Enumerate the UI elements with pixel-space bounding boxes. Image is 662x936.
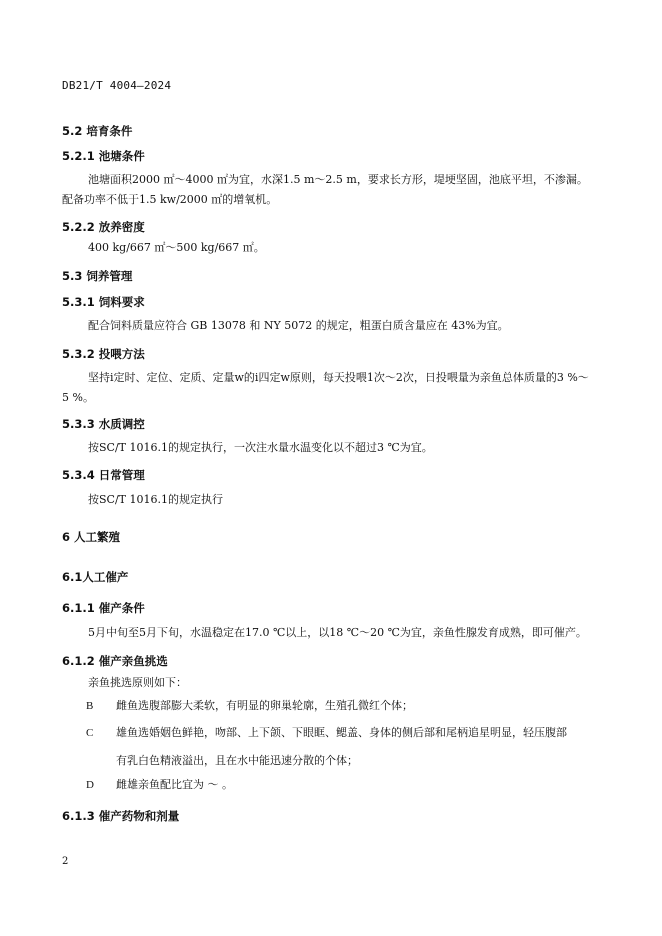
heading-5-3-4: 5.3.4 日常管理: [62, 468, 145, 482]
heading-6-1: 6.1人工催产: [62, 570, 129, 584]
heading-5-2-1: 5.2.1 池塘条件: [62, 149, 145, 163]
heading-6: 6 人工繁殖: [62, 530, 121, 544]
heading-5-3-1: 5.3.1 饲料要求: [62, 295, 145, 309]
list-item-label: D: [86, 779, 94, 791]
paragraph-5-2-2: [62, 238, 602, 258]
paragraph-line: 400 kg/667 ㎡～500 kg/667 ㎡。: [88, 241, 265, 254]
paragraph-line: 配合饲料质量应符合 GB 13078 和 NY 5072 的规定，粗蛋白质含量应在 43%为宜。: [88, 319, 509, 332]
heading-6-1-2: 6.1.2 催产亲鱼挑选: [62, 654, 168, 668]
paragraph-6-1-1: [62, 623, 602, 643]
list-item-text: 雄鱼选婚姻色鲜艳，吻部、上下颌、下眼眶、鳃盖、身体的侧后部和尾柄追星明显，轻压腹部: [116, 726, 567, 739]
paragraph-line: 按SC/T 1016.1的规定执行，一次注水量水温变化以不超过3 ℃为宜。: [88, 441, 433, 454]
paragraph-line: 亲鱼挑选原则如下：: [88, 676, 187, 689]
list-item-label: C: [86, 727, 94, 739]
list-item-continuation: 有乳白色精液溢出，且在水中能迅速分散的个体；: [116, 754, 358, 767]
paragraph-line: 按SC/T 1016.1的规定执行: [88, 493, 223, 506]
heading-5-3-2: 5.3.2 投喂方法: [62, 347, 145, 361]
heading-5-3-3: 5.3.3 水质调控: [62, 417, 145, 431]
list-item-label: B: [86, 700, 94, 712]
list-item: [86, 720, 567, 746]
list-item-text: 雌鱼选腹部膨大柔软，有明显的卵巢轮廓，生殖孔微红个体；: [116, 699, 413, 712]
heading-5-3: 5.3 饲养管理: [62, 269, 133, 283]
heading-5-2-2: 5.2.2 放养密度: [62, 220, 145, 234]
paragraph-line: 5 %。: [62, 391, 94, 404]
heading-6-1-1: 6.1.1 催产条件: [62, 601, 145, 615]
paragraph-line: 坚持i定时、定位、定质、定量w的i四定w原则，每天投喂1次～2次，日投喂量为亲鱼总体质量的3 %～: [88, 371, 589, 384]
paragraph-5-3-3: [62, 438, 602, 458]
paragraph-line: 5月中旬至5月下旬，水温稳定在17.0 ℃以上，以18 ℃～20 ℃为宜，亲鱼性腺发育成熟，即可催产。: [88, 626, 587, 639]
list-item: [86, 693, 413, 719]
paragraph-6-1-2: [62, 673, 602, 693]
heading-5-2: 5.2 培育条件: [62, 124, 133, 138]
list-item: [86, 772, 233, 798]
document-code-header: DB21/T 4004—2024: [62, 79, 172, 92]
paragraph-5-2-1: [62, 170, 602, 210]
paragraph-5-3-2: [62, 368, 602, 408]
page-number: 2: [62, 856, 69, 867]
paragraph-5-3-4: [62, 490, 602, 510]
paragraph-line: 池塘面积2000 ㎡～4000 ㎡为宜，水深1.5 m～2.5 m，要求长方形，堤埂坚固，池底平坦，不渗漏。: [88, 173, 588, 186]
paragraph-line: 配备功率不低于1.5 kw/2000 ㎡的增氧机。: [62, 193, 278, 206]
heading-6-1-3: 6.1.3 催产药物和剂量: [62, 809, 180, 823]
paragraph-5-3-1: [62, 316, 602, 336]
list-item-text: 雌雄亲鱼配比宜为 ～ 。: [116, 778, 233, 791]
